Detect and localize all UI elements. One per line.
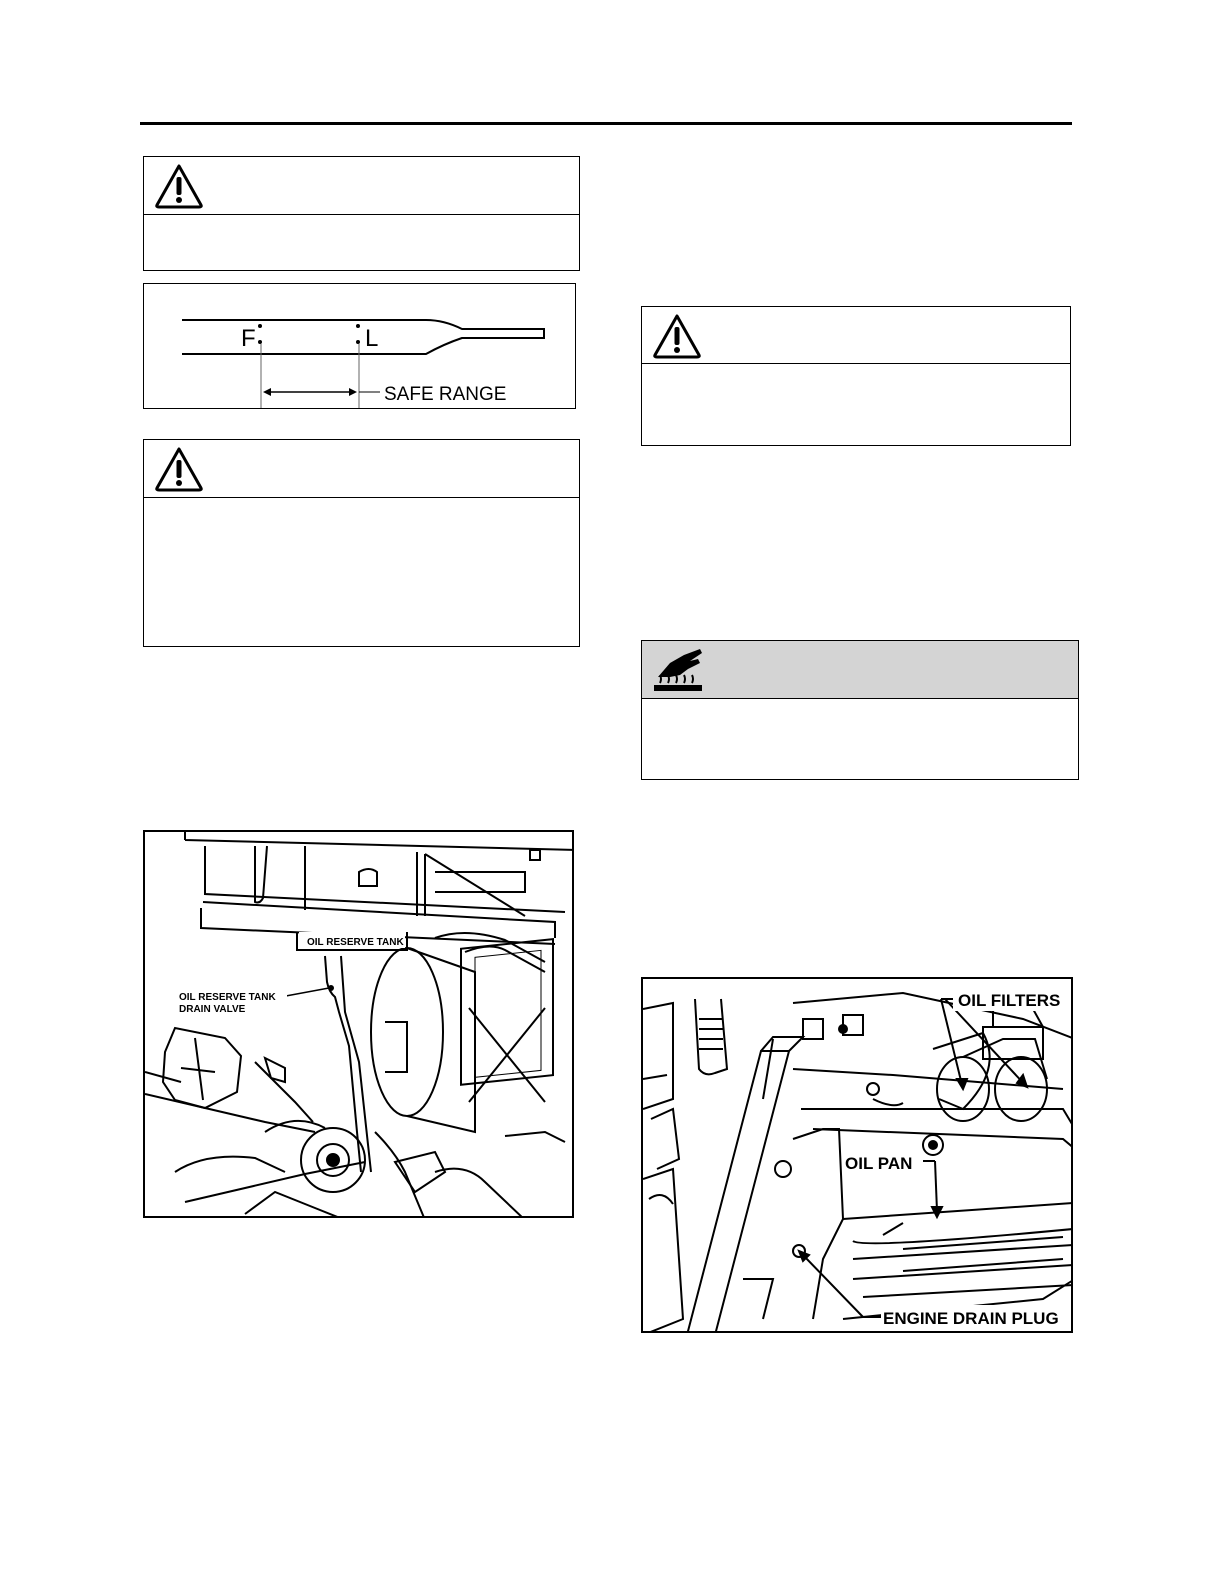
warning-triangle-icon xyxy=(154,163,204,209)
warning-box-header xyxy=(642,307,1070,364)
drain-valve-label-line1: OIL RESERVE TANK xyxy=(179,992,276,1003)
oil-pan-label: OIL PAN xyxy=(845,1154,913,1173)
oil-reserve-tank-figure xyxy=(143,830,574,1218)
warning-box-2 xyxy=(143,439,580,647)
hot-surface-header xyxy=(642,641,1078,699)
dipstick-low-mark: L xyxy=(365,325,379,352)
oil-reserve-tank-label: OIL RESERVE TANK xyxy=(307,937,404,948)
warning-triangle-icon xyxy=(652,313,702,359)
dipstick-full-mark: F xyxy=(241,325,256,352)
hot-surface-box xyxy=(641,640,1079,780)
engine-drain-plug-label: ENGINE DRAIN PLUG xyxy=(883,1309,1059,1328)
safe-range-label: SAFE RANGE xyxy=(384,384,507,405)
hot-surface-hand-icon xyxy=(650,647,706,695)
oil-filters-label: OIL FILTERS xyxy=(958,991,1061,1010)
warning-box-header xyxy=(144,157,579,215)
warning-box-3 xyxy=(641,306,1071,446)
warning-box-1 xyxy=(143,156,580,271)
dipstick-figure xyxy=(143,283,576,409)
warning-triangle-icon xyxy=(154,446,204,492)
warning-box-header xyxy=(144,440,579,498)
engine-oil-figure xyxy=(641,977,1073,1333)
drain-valve-label-line2: DRAIN VALVE xyxy=(179,1004,246,1015)
header-rule xyxy=(140,122,1072,125)
